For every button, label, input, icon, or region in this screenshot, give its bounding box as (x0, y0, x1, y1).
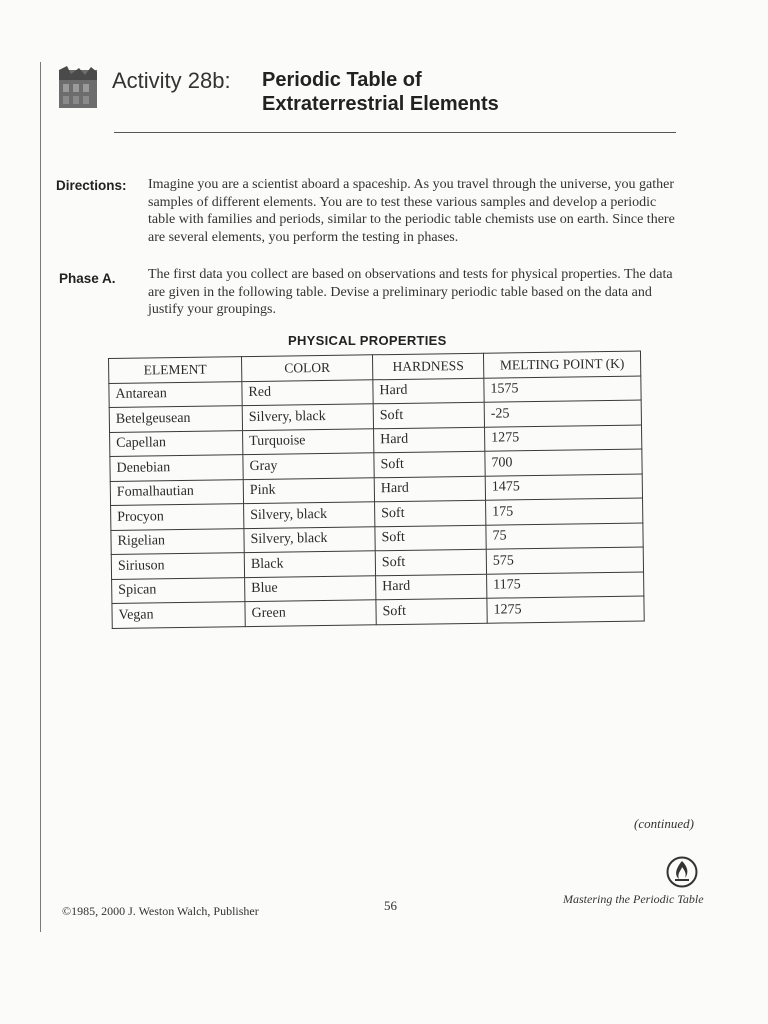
melting-point-cell: 175 (486, 498, 643, 525)
copyright-text: ©1985, 2000 J. Weston Walch, Publisher (62, 904, 259, 918)
header-melting-point: MELTING POINT (K) (483, 351, 640, 378)
element-cell: Betelgeusean (109, 406, 242, 432)
hardness-cell: Hard (374, 476, 485, 502)
melting-point-cell: 575 (486, 547, 643, 574)
element-cell: Fomalhautian (110, 479, 243, 505)
hardness-cell: Soft (376, 598, 487, 624)
book-title: Mastering the Periodic Table (563, 892, 704, 906)
hardness-cell: Hard (374, 427, 485, 453)
color-cell: Turquoise (243, 428, 374, 454)
color-cell: Silvery, black (244, 526, 375, 552)
element-cell: Rigelian (111, 528, 244, 554)
color-cell: Blue (245, 575, 376, 601)
flame-logo-icon (666, 856, 698, 888)
melting-point-cell: 700 (485, 449, 642, 476)
element-cell: Procyon (111, 504, 244, 530)
hardness-cell: Soft (373, 402, 484, 428)
hardness-cell: Soft (375, 525, 486, 551)
color-cell: Silvery, black (242, 404, 373, 430)
color-cell: Green (245, 600, 376, 626)
continued-note: (continued) (634, 816, 694, 831)
hardness-cell: Hard (373, 378, 484, 404)
hardness-cell: Soft (375, 549, 486, 575)
header-element: ELEMENT (109, 357, 242, 383)
color-cell: Black (244, 551, 375, 577)
color-cell: Red (242, 379, 373, 405)
directions-label: Directions: (56, 178, 127, 193)
color-cell: Gray (243, 453, 374, 479)
element-cell: Capellan (110, 430, 243, 456)
header-hardness: HARDNESS (372, 353, 483, 379)
element-cell: Spican (112, 577, 245, 603)
phase-a-text: The first data you collect are based on observations and tests for physical properties. The data are given in the following table. Devise a preliminary periodic table based on the data and justify your groupings. (148, 267, 673, 317)
color-cell: Silvery, black (244, 502, 375, 528)
element-cell: Antarean (109, 381, 242, 407)
header-color: COLOR (241, 355, 372, 381)
element-cell: Vegan (112, 602, 245, 628)
melting-point-cell: 1575 (484, 376, 641, 403)
hardness-cell: Hard (376, 574, 487, 600)
physical-properties-table (108, 351, 645, 629)
melting-point-cell: 1175 (487, 572, 644, 599)
page-title (262, 68, 499, 116)
title-line-1: Periodic Table of (262, 69, 422, 91)
hardness-cell: Soft (375, 500, 486, 526)
melting-point-cell: 1475 (485, 474, 642, 501)
table-title: PHYSICAL PROPERTIES (288, 333, 447, 348)
melting-point-cell: -25 (484, 400, 641, 427)
title-line-2: Extraterrestrial Elements (262, 93, 499, 115)
element-cell: Siriuson (111, 553, 244, 579)
phase-a-label: Phase A. (59, 271, 116, 286)
melting-point-cell: 75 (486, 523, 643, 550)
melting-point-cell: 1275 (487, 596, 644, 623)
hardness-cell: Soft (374, 451, 485, 477)
melting-point-cell: 1275 (484, 425, 641, 452)
activity-label: Activity 28b: (112, 68, 231, 93)
left-margin-rule (40, 62, 41, 932)
element-cell: Denebian (110, 455, 243, 481)
directions-text: Imagine you are a scientist aboard a spaceship. As you travel through the universe, you gather samples of different elements. You are to test these various samples and develop a periodic table with families and periods, similar to the periodic table chemists use on earth. Since there are several elements, you perform the testing in phases. (148, 177, 675, 245)
header-divider (114, 132, 676, 133)
page-number: 56 (384, 898, 397, 913)
building-emblem-icon (57, 66, 99, 110)
color-cell: Pink (243, 477, 374, 503)
